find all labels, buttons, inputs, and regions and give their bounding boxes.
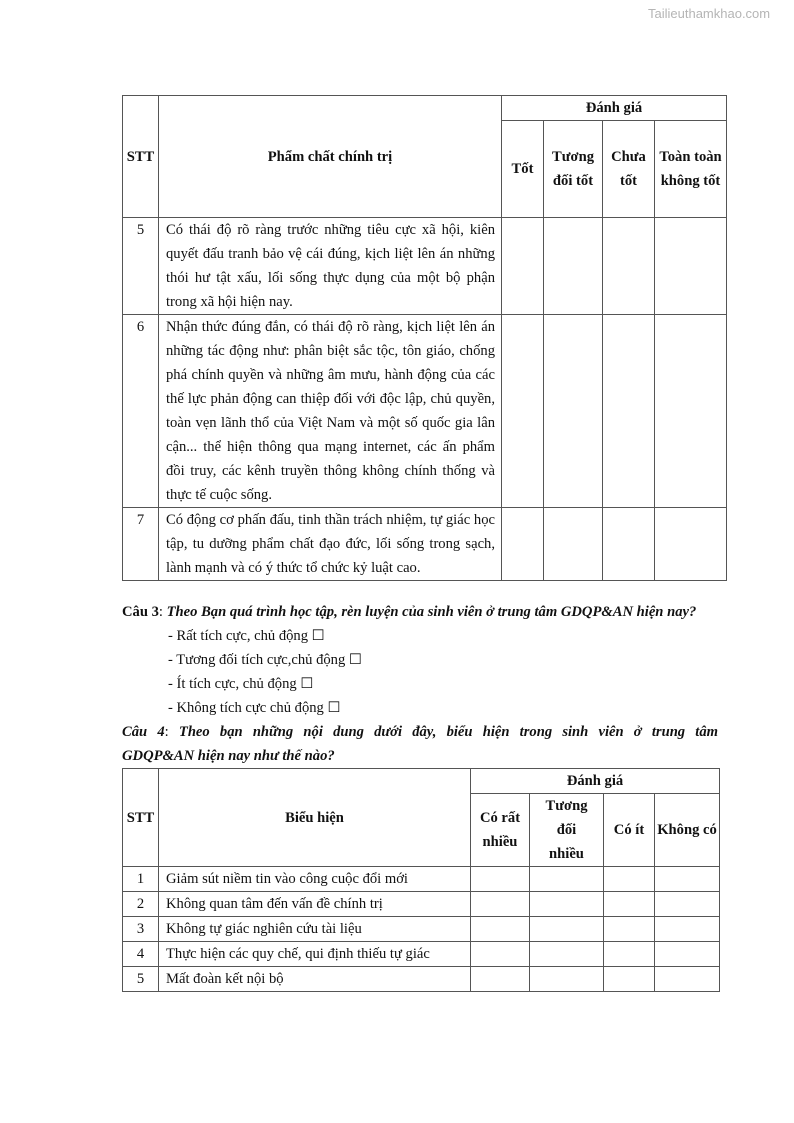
rating-cell[interactable] xyxy=(544,218,603,315)
question-text: Theo Bạn quá trình học tập, rèn luyện của sinh viên ở trung tâm GDQP&AN hiện nay? xyxy=(166,604,697,620)
rating-cell[interactable] xyxy=(530,917,604,942)
rating-cell[interactable] xyxy=(655,508,727,581)
option[interactable]: - Không tích cực chủ động ☐ xyxy=(168,700,341,716)
rating-cell[interactable] xyxy=(655,942,720,967)
header-col: Không có xyxy=(655,794,720,867)
rating-cell[interactable] xyxy=(471,967,530,992)
header-col: Có rất nhiều xyxy=(471,794,530,867)
table-row xyxy=(123,867,720,892)
rating-cell[interactable] xyxy=(530,867,604,892)
option[interactable]: - Rất tích cực, chủ động ☐ xyxy=(168,628,325,644)
question-label: Câu 4 xyxy=(122,724,165,740)
row-text: Giảm sút niềm tin vào công cuộc đổi mới xyxy=(159,867,471,892)
rating-cell[interactable] xyxy=(502,315,544,508)
option[interactable]: - Tương đối tích cực,chủ động ☐ xyxy=(168,652,363,668)
rating-cell[interactable] xyxy=(603,508,655,581)
rating-cell[interactable] xyxy=(655,315,727,508)
table-row xyxy=(123,508,727,581)
watermark: Tailieuthamkhao.com xyxy=(648,6,771,21)
row-text: Mất đoàn kết nội bộ xyxy=(159,967,471,992)
row-stt: 1 xyxy=(123,867,159,892)
row-stt: 7 xyxy=(123,508,159,581)
rating-cell[interactable] xyxy=(544,508,603,581)
row-text: Có động cơ phấn đấu, tinh thần trách nhiệm, tự giác học tập, tu dưỡng phẩm chất đạo đức, lối sống trong sạch, lành mạnh và có ý thức tổ chức kỷ luật cao. xyxy=(159,508,502,581)
header-content: Biểu hiện xyxy=(159,769,471,867)
table-row xyxy=(123,218,727,315)
question-text: Theo bạn những nội dung dưới đây, biểu hiện trong sinh viên ở trung tâm xyxy=(178,724,719,740)
header-col: Tương đối tốt xyxy=(544,121,603,218)
row-text: Thực hiện các quy chế, qui định thiếu tự giác xyxy=(159,942,471,967)
table-row xyxy=(123,315,727,508)
rating-cell[interactable] xyxy=(604,942,655,967)
rating-cell[interactable] xyxy=(530,892,604,917)
option[interactable]: - Ít tích cực, chủ động ☐ xyxy=(168,676,314,692)
row-stt: 5 xyxy=(123,967,159,992)
header-col: Tốt xyxy=(502,121,544,218)
header-rating: Đánh giá xyxy=(471,769,720,794)
header-rating: Đánh giá xyxy=(502,96,727,121)
rating-cell[interactable] xyxy=(502,218,544,315)
header-stt: STT xyxy=(123,96,159,218)
rating-cell[interactable] xyxy=(655,867,720,892)
rating-cell[interactable] xyxy=(471,892,530,917)
table-row xyxy=(123,942,720,967)
rating-cell[interactable] xyxy=(655,892,720,917)
row-stt: 5 xyxy=(123,218,159,315)
rating-cell[interactable] xyxy=(530,942,604,967)
question-text-cont: GDQP&AN hiện nay như thế nào? xyxy=(122,748,335,764)
header-col: Tương đối nhiều xyxy=(530,794,604,867)
header-content: Phẩm chất chính trị xyxy=(159,96,502,218)
expression-table xyxy=(122,768,720,992)
question-4: Câu 4: Theo bạn những nội dung dưới đây, biểu hiện trong sinh viên ở trung tâm xyxy=(122,724,719,740)
row-stt: 2 xyxy=(123,892,159,917)
row-stt: 4 xyxy=(123,942,159,967)
row-stt: 3 xyxy=(123,917,159,942)
rating-cell[interactable] xyxy=(502,508,544,581)
rating-cell[interactable] xyxy=(471,867,530,892)
rating-cell[interactable] xyxy=(604,867,655,892)
row-text: Không quan tâm đến vấn đề chính trị xyxy=(159,892,471,917)
table-row xyxy=(123,892,720,917)
row-text: Nhận thức đúng đắn, có thái độ rõ ràng, kịch liệt lên án những tác động như: phân biệt sắc tộc, tôn giáo, chống phá chính quyền và những âm mưu, hành động của các thế lực phản động can thiệp đối với độc lập, chủ quyền, toàn vẹn lãnh thổ của Việt Nam và một số quốc gia lân cận... thể hiện thông qua mạng internet, các ấn phẩm đồi truy, các kênh truyền thông không chính thống và thực tế cuộc sống. xyxy=(159,315,502,508)
rating-cell[interactable] xyxy=(604,892,655,917)
row-text: Có thái độ rõ ràng trước những tiêu cực xã hội, kiên quyết đấu tranh bảo vệ cái đúng, kịch liệt lên án những thói hư tật xấu, lối sống thực dụng của một bộ phận trong xã hội hiện nay. xyxy=(159,218,502,315)
header-col: Chưa tốt xyxy=(603,121,655,218)
rating-cell[interactable] xyxy=(544,315,603,508)
rating-cell[interactable] xyxy=(655,967,720,992)
row-stt: 6 xyxy=(123,315,159,508)
rating-cell[interactable] xyxy=(603,218,655,315)
row-text: Không tự giác nghiên cứu tài liệu xyxy=(159,917,471,942)
table-row xyxy=(123,917,720,942)
header-stt: STT xyxy=(123,769,159,867)
question-3: Câu 3: Theo Bạn quá trình học tập, rèn luyện của sinh viên ở trung tâm GDQP&AN hiện nay? xyxy=(122,604,697,620)
rating-cell[interactable] xyxy=(604,917,655,942)
rating-cell[interactable] xyxy=(655,917,720,942)
rating-cell[interactable] xyxy=(604,967,655,992)
header-col: Có ít xyxy=(604,794,655,867)
table-row xyxy=(123,967,720,992)
political-quality-table xyxy=(122,95,727,581)
header-col: Toàn toàn không tốt xyxy=(655,121,727,218)
rating-cell[interactable] xyxy=(603,315,655,508)
rating-cell[interactable] xyxy=(471,942,530,967)
rating-cell[interactable] xyxy=(471,917,530,942)
rating-cell[interactable] xyxy=(655,218,727,315)
question-label: Câu 3 xyxy=(122,604,159,620)
rating-cell[interactable] xyxy=(530,967,604,992)
